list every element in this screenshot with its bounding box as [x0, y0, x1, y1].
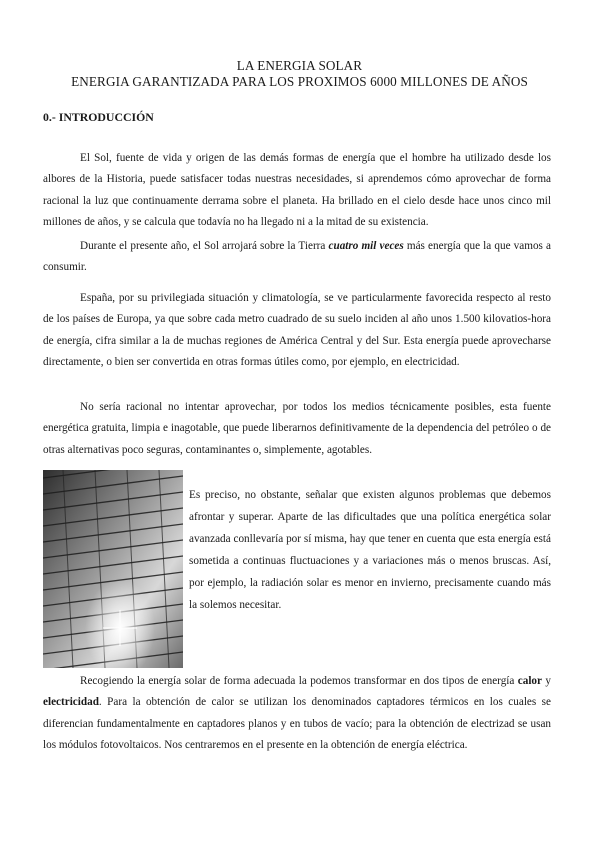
paragraph-energy-amount	[43, 236, 551, 279]
paragraph-text: Durante el presente año, el Sol arrojará sobre la Tierra	[80, 240, 329, 252]
paragraph-energy-types	[43, 671, 551, 756]
keyword-calor: calor	[517, 675, 542, 687]
document-subtitle: ENERGIA GARANTIZADA PARA LOS PROXIMOS 6000 MILLONES DE AÑOS	[71, 74, 528, 89]
paragraph-problems: Es preciso, no obstante, señalar que existen algunos problemas que debemos afrontar y superar. Aparte de las dificultades que una política energética solar avanzada conllevaría por sí misma, hay que tener en cuenta que esta energía está sometida a continuas fluctuaciones y a variaciones más o menos bruscas. Así, por ejemplo, la radiación solar es menor en invierno, precisamente cuando más la solemos necesitar.	[189, 489, 551, 611]
paragraph-spain: España, por su privilegiada situación y climatología, se ve particularmente favorecida respecto al resto de los países de Europa, ya que sobre cada metro cuadrado de su suelo inciden al año unos 1.500 kilovatios-hora de energía, cifra similar a la de muchas regiones de América Central y del Sur. Esta energía puede aprovecharse directamente, o bien ser convertida en otras formas útiles como, por ejemplo, en electricidad.	[43, 292, 551, 368]
document-title: LA ENERGIA SOLAR	[236, 58, 363, 73]
paragraph-text: más energía que la que vamos a consumir.	[43, 240, 551, 274]
paragraph-intro: El Sol, fuente de vida y origen de las demás formas de energía que el hombre ha utilizado desde los albores de la Historia, puede satisfacer todas nuestras necesidades, si aprendemos cómo aprovechar de forma racional la luz que continuamente derrama sobre el planeta. Ha brillado en el cielo desde hace unos cinco mil millones de años, y se calcula que todavía no ha llegado ni a la mitad de su existencia.	[43, 152, 551, 228]
paragraph-text: y	[542, 675, 552, 687]
solar-panels-photo	[43, 470, 183, 668]
keyword-electricidad: electricidad	[43, 696, 99, 709]
paragraph-rational-use: No sería racional no intentar aprovechar, por todos los medios técnicamente posibles, esta fuente energética gratuita, limpia e inagotable, que puede liberarnos definitivamente de la dependencia del petróleo o de otras alternativas poco seguras, contaminantes o, simplemente, agotables.	[43, 401, 551, 456]
paragraph-text: Recogiendo la energía solar de forma adecuada la podemos transformar en dos tipos de energía	[80, 675, 518, 687]
emphasis-text: cuatro mil veces	[328, 240, 404, 252]
paragraph-text: . Para la obtención de calor se utilizan los denominados captadores térmicos en los cuales se diferencian fundamentalmente en captadores planos y en tubos de vacío; para la obtención de electrizad se usan los módulos fotovoltaicos. Nos centraremos en el presente en la obtención de energía eléctrica.	[43, 696, 551, 751]
section-heading: 0.- INTRODUCCIÓN	[43, 110, 154, 124]
